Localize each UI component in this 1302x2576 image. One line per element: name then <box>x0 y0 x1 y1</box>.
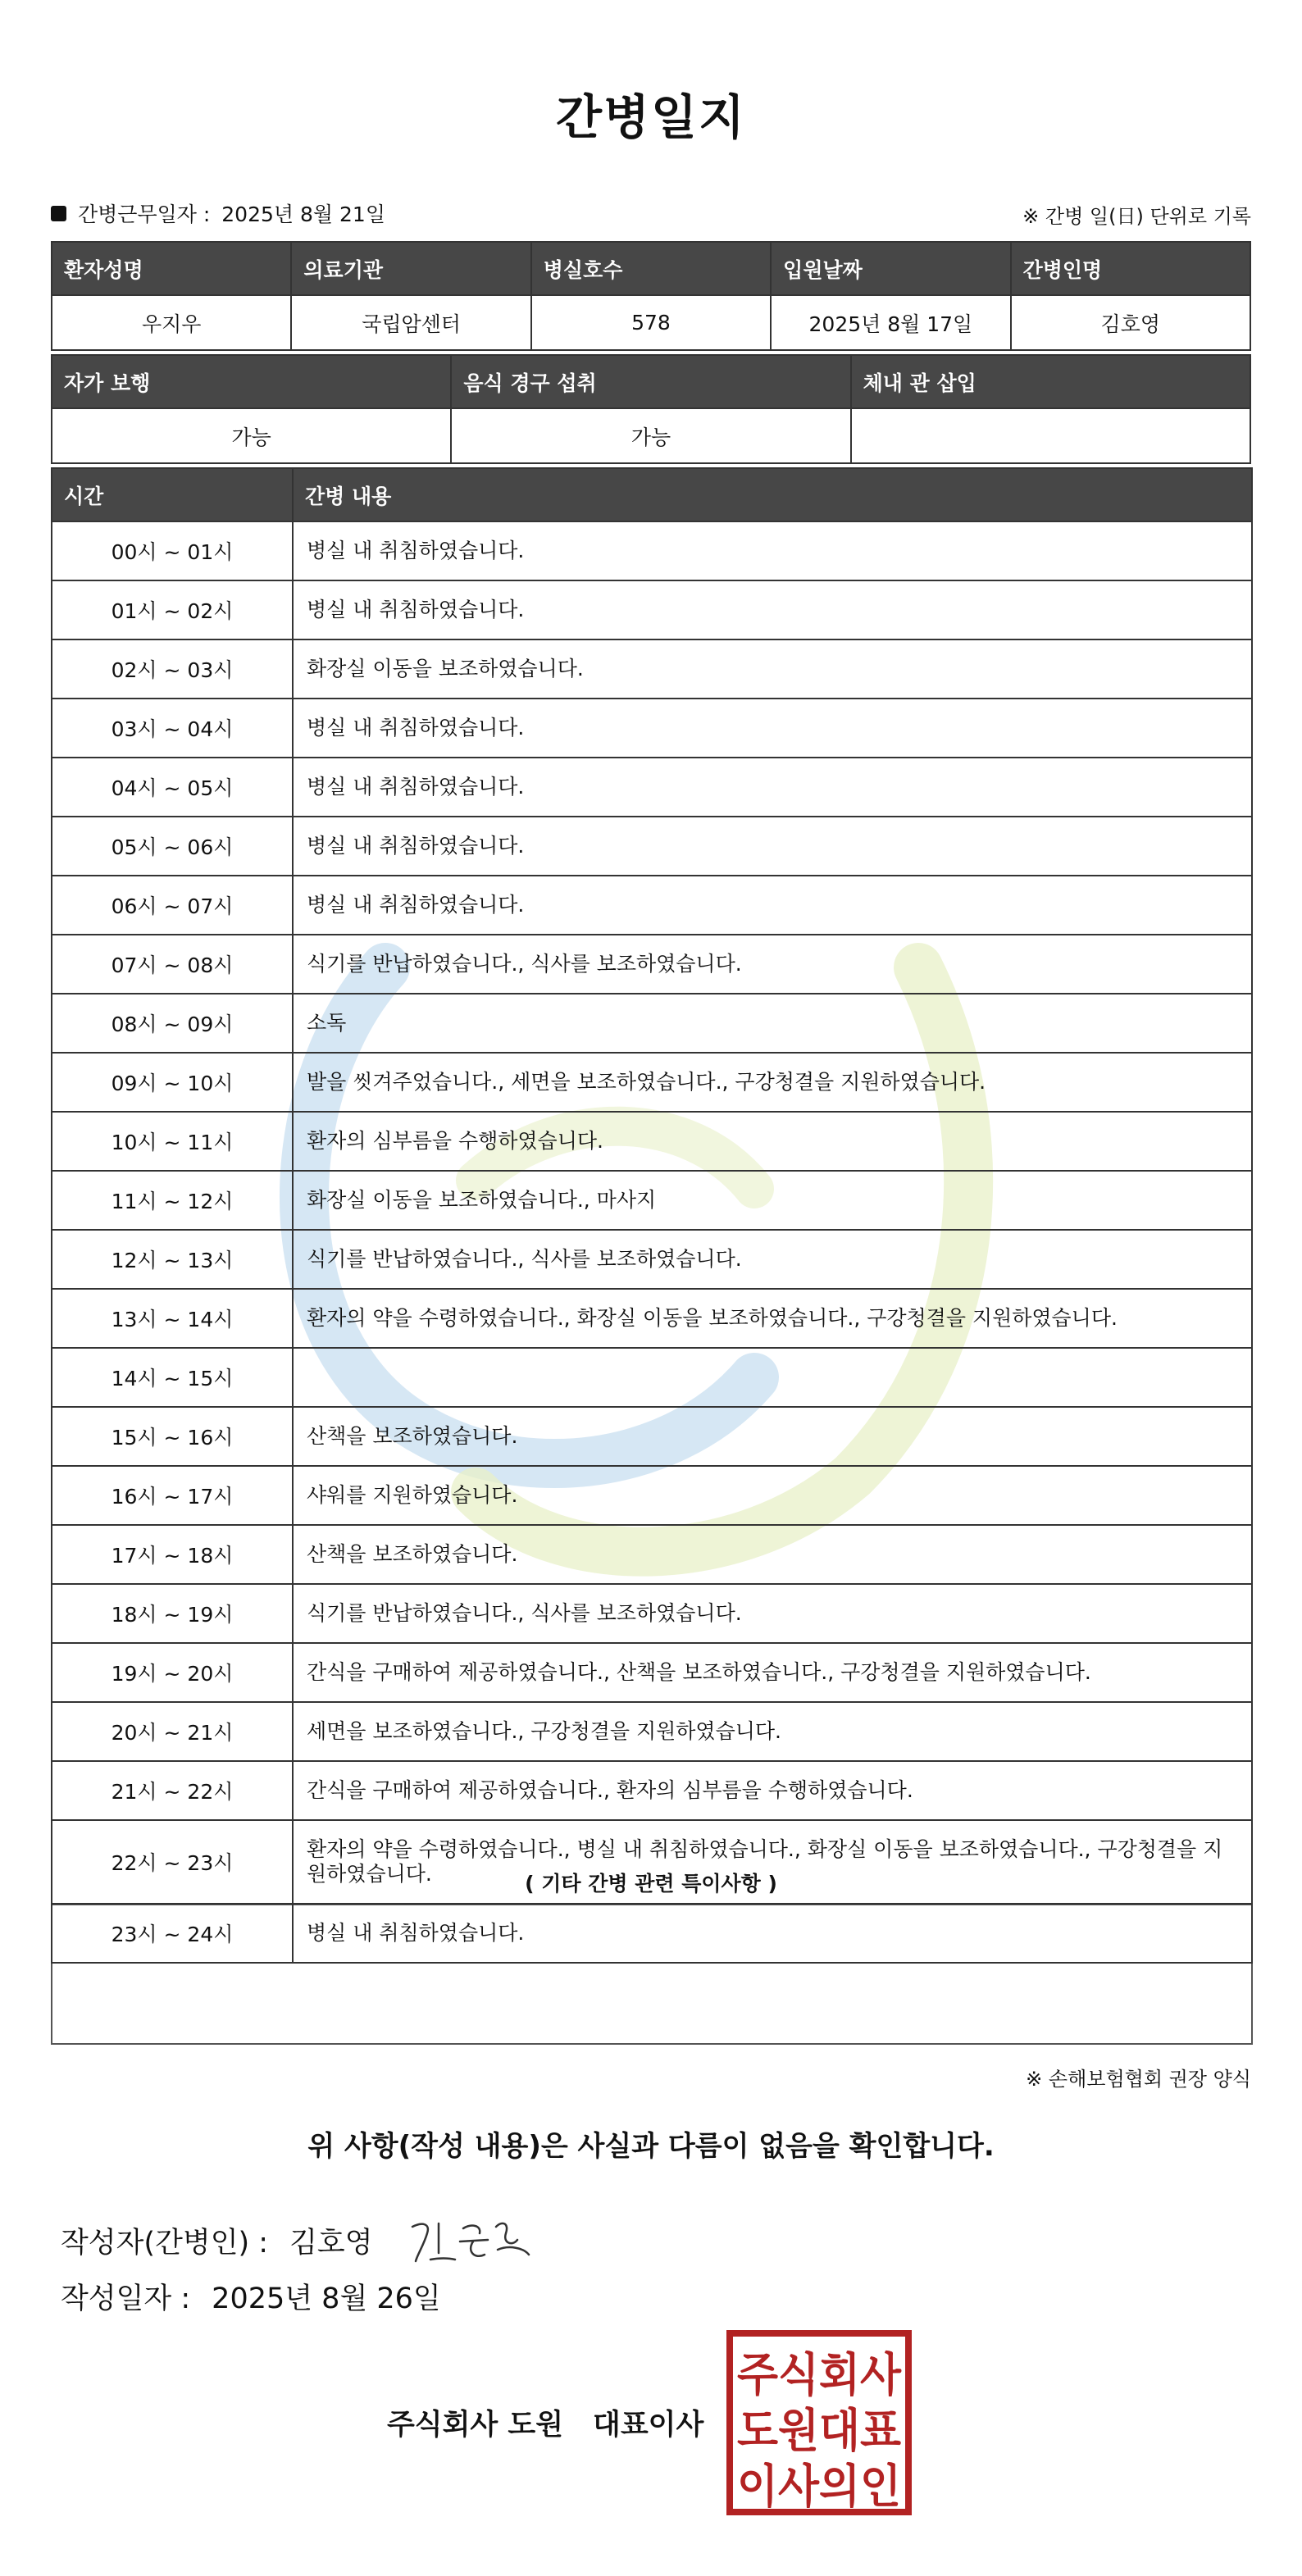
header-admission-date: 입원날짜 <box>771 242 1010 295</box>
log-time: 08시 ~ 09시 <box>52 994 293 1053</box>
log-time: 04시 ~ 05시 <box>52 758 293 817</box>
header-room-number: 병실호수 <box>531 242 771 295</box>
log-row <box>52 699 1252 758</box>
log-time: 02시 ~ 03시 <box>52 639 293 699</box>
log-time: 06시 ~ 07시 <box>52 876 293 935</box>
log-content: 병실 내 취침하였습니다. <box>293 758 1252 817</box>
company-name: 주식회사 도원 <box>387 2409 564 2442</box>
company-title: 대표이사 <box>593 2409 704 2442</box>
log-time: 19시 ~ 20시 <box>52 1643 293 1702</box>
log-row <box>52 1820 1252 1904</box>
log-time: 05시 ~ 06시 <box>52 817 293 876</box>
header-caregiver-name: 간병인명 <box>1011 242 1250 295</box>
log-time: 07시 ~ 08시 <box>52 935 293 994</box>
log-content: 식기를 반납하였습니다., 식사를 보조하였습니다. <box>293 1584 1252 1643</box>
log-content: 화장실 이동을 보조하였습니다., 마사지 <box>293 1171 1252 1230</box>
log-content: 환자의 심부름을 수행하였습니다. <box>293 1112 1252 1171</box>
svg-text:도원대표: 도원대표 <box>737 2405 901 2458</box>
header-patient-name: 환자성명 <box>52 242 291 295</box>
log-row <box>52 580 1252 639</box>
log-content <box>293 1348 1252 1407</box>
log-content: 환자의 약을 수령하였습니다., 화장실 이동을 보조하였습니다., 구강청결을 지원하였습니다. <box>293 1289 1252 1348</box>
admission-date: 2025년 8월 17일 <box>771 295 1010 350</box>
log-row <box>52 994 1252 1053</box>
log-time: 01시 ~ 02시 <box>52 580 293 639</box>
log-time: 14시 ~ 15시 <box>52 1348 293 1407</box>
log-row <box>52 1643 1252 1702</box>
caregiver-name: 김호영 <box>1011 295 1250 350</box>
log-content: 식기를 반납하였습니다., 식사를 보조하였습니다. <box>293 1230 1252 1289</box>
form-footnote: ※ 손해보험협회 권장 양식 <box>1026 2068 1251 2091</box>
patient-name: 우지우 <box>52 295 291 350</box>
header-hospital: 의료기관 <box>291 242 530 295</box>
header-self-walking: 자가 보행 <box>52 355 451 408</box>
log-content: 병실 내 취침하였습니다. <box>293 580 1252 639</box>
bullet-square-icon <box>51 206 66 221</box>
log-time: 21시 ~ 22시 <box>52 1761 293 1820</box>
log-content: 세면을 보조하였습니다., 구강청결을 지원하였습니다. <box>293 1702 1252 1761</box>
log-content: 병실 내 취침하였습니다. <box>293 521 1252 580</box>
patient-info-table <box>51 241 1251 351</box>
log-time: 09시 ~ 10시 <box>52 1053 293 1112</box>
log-row <box>52 1053 1252 1112</box>
log-content: 간식을 구매하여 제공하였습니다., 산책을 보조하였습니다., 구강청결을 지원하였습니다. <box>293 1643 1252 1702</box>
log-time: 22시 ~ 23시 <box>52 1820 293 1904</box>
log-row <box>52 935 1252 994</box>
header-tube-insertion: 체내 관 삽입 <box>851 355 1250 408</box>
log-content: 병실 내 취침하였습니다. <box>293 876 1252 935</box>
log-row <box>52 1348 1252 1407</box>
log-content: 소독 <box>293 994 1252 1053</box>
log-row <box>52 876 1252 935</box>
log-content: 식기를 반납하였습니다., 식사를 보조하였습니다. <box>293 935 1252 994</box>
log-row <box>52 639 1252 699</box>
log-row <box>52 1702 1252 1761</box>
log-row <box>52 1230 1252 1289</box>
hospital: 국립암센터 <box>291 295 530 350</box>
oral-intake: 가능 <box>451 408 850 463</box>
log-row <box>52 521 1252 580</box>
log-row <box>52 1171 1252 1230</box>
svg-text:주식회사: 주식회사 <box>737 2349 902 2402</box>
record-note: ※ 간병 일(日) 단위로 기록 <box>1022 205 1251 228</box>
writer-label: 작성자(간병인) : <box>61 2227 269 2260</box>
page-title: 간병일지 <box>555 89 747 145</box>
log-row <box>52 1112 1252 1171</box>
log-content: 샤워를 지원하였습니다. <box>293 1466 1252 1525</box>
confirmation-statement: 위 사항(작성 내용)은 사실과 다름이 없음을 확인합니다. <box>307 2130 995 2163</box>
work-date-value: 2025년 8월 21일 <box>221 203 385 226</box>
header-care-content: 간병 내용 <box>293 468 1252 521</box>
log-time: 13시 ~ 14시 <box>52 1289 293 1348</box>
log-row <box>52 1584 1252 1643</box>
log-content: 산책을 보조하였습니다. <box>293 1525 1252 1584</box>
log-content: 화장실 이동을 보조하였습니다. <box>293 639 1252 699</box>
signature-image <box>406 2212 537 2269</box>
log-time: 15시 ~ 16시 <box>52 1407 293 1466</box>
room-number: 578 <box>531 295 771 350</box>
log-row <box>52 1289 1252 1348</box>
log-time: 16시 ~ 17시 <box>52 1466 293 1525</box>
log-content: 환자의 약을 수령하였습니다., 병실 내 취침하였습니다., 화장실 이동을 보조하였습니다., 구강청결을 지원하였습니다. <box>293 1820 1252 1904</box>
log-row <box>52 1904 1252 1963</box>
log-content: 병실 내 취침하였습니다. <box>293 817 1252 876</box>
tube-insertion <box>851 408 1250 463</box>
patient-status-table <box>51 354 1251 464</box>
log-time: 20시 ~ 21시 <box>52 1702 293 1761</box>
log-time: 12시 ~ 13시 <box>52 1230 293 1289</box>
writer-name: 김호영 <box>289 2227 373 2260</box>
company-seal-stamp <box>725 2328 913 2517</box>
self-walking: 가능 <box>52 408 451 463</box>
log-row <box>52 1407 1252 1466</box>
written-date-line <box>61 2276 441 2317</box>
log-content: 병실 내 취침하였습니다. <box>293 699 1252 758</box>
log-row <box>52 1466 1252 1525</box>
svg-text:이사의인: 이사의인 <box>737 2460 901 2514</box>
log-content: 발을 씻겨주었습니다., 세면을 보조하였습니다., 구강청결을 지원하였습니다. <box>293 1053 1252 1112</box>
work-date-label: 간병근무일자 : <box>78 203 211 226</box>
log-content: 간식을 구매하여 제공하였습니다., 환자의 심부름을 수행하였습니다. <box>293 1761 1252 1820</box>
log-row <box>52 817 1252 876</box>
log-time: 10시 ~ 11시 <box>52 1112 293 1171</box>
log-time: 00시 ~ 01시 <box>52 521 293 580</box>
log-time: 03시 ~ 04시 <box>52 699 293 758</box>
log-row <box>52 758 1252 817</box>
written-date-value: 2025년 8월 26일 <box>212 2282 441 2315</box>
log-row <box>52 1761 1252 1820</box>
company-line <box>387 2402 703 2443</box>
log-content: 병실 내 취침하였습니다. <box>293 1904 1252 1963</box>
log-row <box>52 1525 1252 1584</box>
log-time: 11시 ~ 12시 <box>52 1171 293 1230</box>
log-time: 23시 ~ 24시 <box>52 1904 293 1963</box>
work-date <box>51 198 385 228</box>
remarks-title: ( 기타 간병 관련 특이사항 ) <box>525 1872 777 1896</box>
log-time: 17시 ~ 18시 <box>52 1525 293 1584</box>
header-time: 시간 <box>52 468 293 521</box>
header-oral-intake: 음식 경구 섭취 <box>451 355 850 408</box>
care-log-table <box>51 467 1253 1964</box>
written-date-label: 작성일자 : <box>61 2282 191 2315</box>
log-content: 산책을 보조하였습니다. <box>293 1407 1252 1466</box>
writer-line <box>61 2212 537 2269</box>
log-time: 18시 ~ 19시 <box>52 1584 293 1643</box>
